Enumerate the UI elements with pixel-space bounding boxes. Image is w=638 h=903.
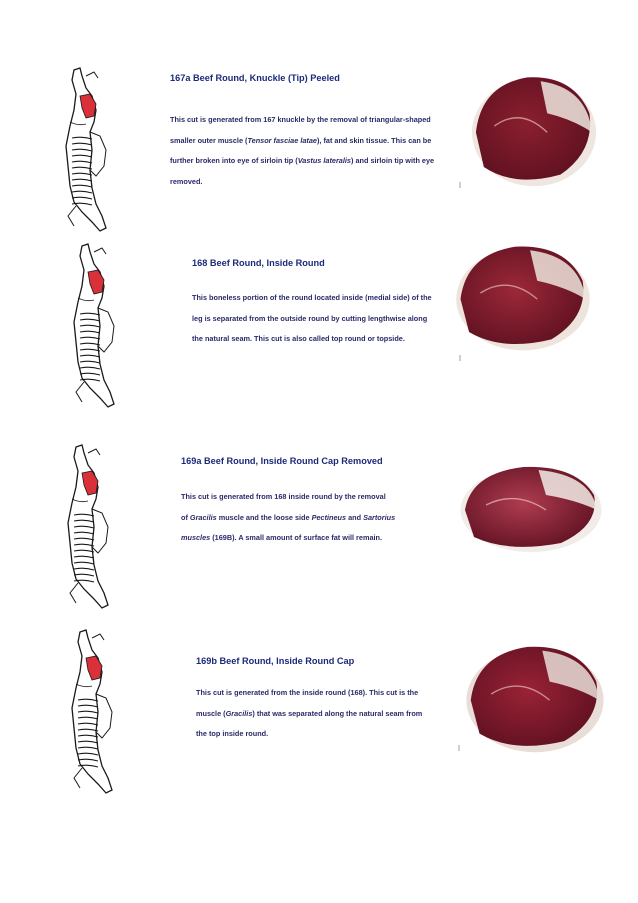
cut-description bbox=[181, 487, 471, 549]
text-run: ) that was separated along the natural seam from bbox=[252, 708, 423, 718]
text-run: further broken into eye of sirloin tip ( bbox=[170, 156, 298, 165]
carcass-diagram-icon bbox=[64, 242, 139, 410]
latin-term: Tensor fasciae latae bbox=[247, 135, 317, 145]
latin-term: Gracilis bbox=[225, 708, 253, 718]
description-line bbox=[196, 704, 486, 725]
text-run: This boneless portion of the round located inside (medial side) of the bbox=[192, 293, 432, 302]
text-run: of bbox=[181, 512, 190, 522]
carcass-diagram-icon bbox=[58, 443, 133, 611]
text-run: This cut is generated from 168 inside round by the removal bbox=[181, 492, 386, 501]
cut-description bbox=[192, 288, 482, 350]
cut-title: 168 Beef Round, Inside Round bbox=[192, 258, 325, 268]
meat-photo-icon bbox=[462, 632, 608, 756]
text-run: smaller outer muscle ( bbox=[170, 135, 248, 145]
text-run: muscle ( bbox=[196, 708, 226, 718]
text-run: muscle and the loose side bbox=[216, 512, 312, 522]
cut-title: 169b Beef Round, Inside Round Cap bbox=[196, 656, 355, 666]
meat-photo-icon bbox=[452, 232, 594, 354]
description-line bbox=[181, 528, 471, 549]
text-run: ), fat and skin tissue. This can be bbox=[316, 135, 432, 145]
cut-description bbox=[196, 683, 486, 745]
text-run: leg is separated from the outside round by cutting lengthwise along bbox=[192, 313, 428, 323]
latin-term: muscles bbox=[181, 533, 211, 542]
latin-term: Gracilis bbox=[189, 512, 217, 522]
description-line bbox=[181, 487, 471, 508]
text-run: removed. bbox=[170, 176, 203, 186]
description-line bbox=[192, 329, 482, 350]
description-line bbox=[192, 309, 482, 330]
description-line bbox=[196, 724, 486, 745]
text-run: This cut is generated from 167 knuckle by the removal of triangular-shaped bbox=[170, 115, 431, 124]
description-line bbox=[181, 508, 471, 529]
text-run: and bbox=[346, 512, 364, 522]
scan-mark bbox=[459, 355, 461, 361]
text-run: the top inside round. bbox=[196, 729, 269, 738]
text-run: ) and sirloin tip with eye bbox=[350, 156, 435, 165]
latin-term: Sartorius bbox=[363, 512, 396, 522]
description-line bbox=[192, 288, 482, 309]
description-line bbox=[196, 683, 486, 704]
latin-term: Pectineus bbox=[311, 512, 347, 522]
text-run: the natural seam. This cut is also called top round or topside. bbox=[192, 334, 405, 343]
text-run: This cut is generated from the inside round (168). This cut is the bbox=[196, 688, 419, 697]
meat-photo-icon bbox=[456, 455, 606, 555]
cut-title: 167a Beef Round, Knuckle (Tip) Peeled bbox=[170, 73, 340, 83]
latin-term: Vastus lateralis bbox=[297, 156, 351, 165]
cut-title: 169a Beef Round, Inside Round Cap Removed bbox=[181, 456, 383, 466]
scan-mark bbox=[458, 745, 460, 751]
text-run: (169B). A small amount of surface fat will remain. bbox=[210, 533, 383, 542]
carcass-diagram-icon bbox=[62, 628, 137, 796]
